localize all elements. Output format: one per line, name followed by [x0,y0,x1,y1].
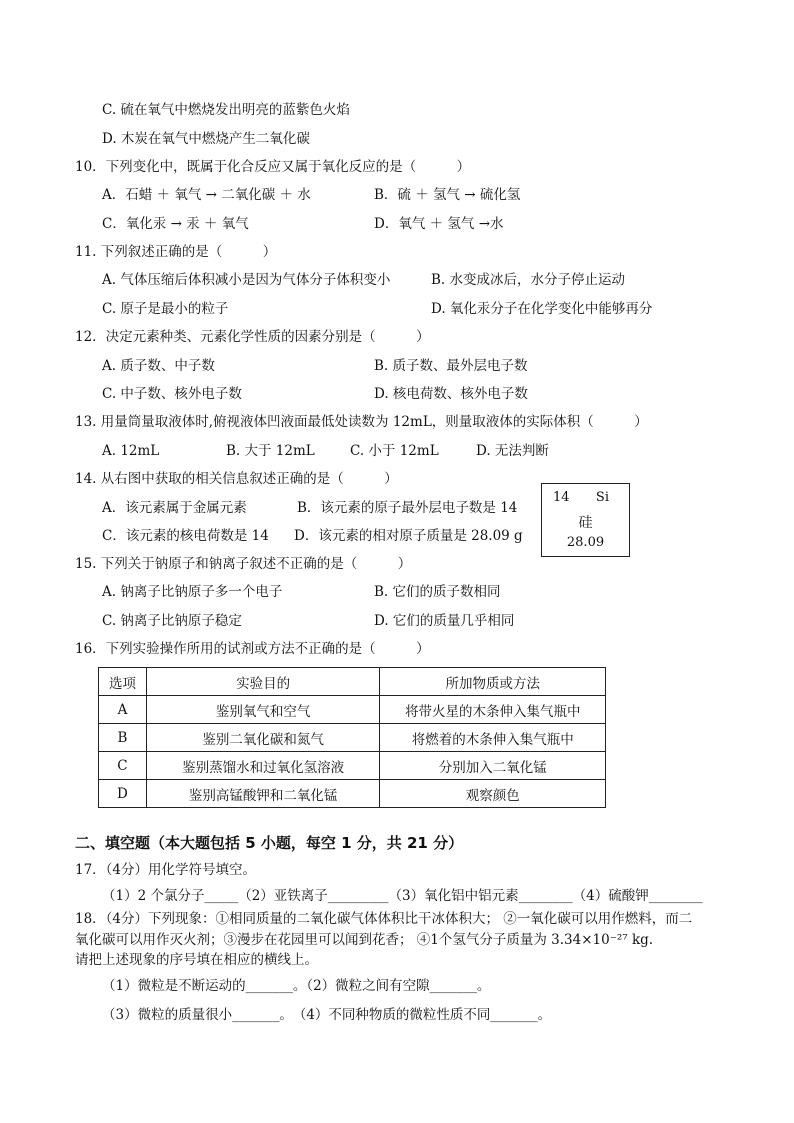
table-cell: 将带火星的木条伸入集气瓶中 [380,696,606,724]
text-line: （1）微粒是不断运动的_______。（2）微粒之间有空隙_______。 [102,978,491,994]
text-line: 15. 下列关于钠原子和钠离子叙述不正确的是（ ） [75,556,412,572]
text-line: 13. 用量筒量取液体时,俯视液体凹液面最低处读数为 12mL，则量取液体的实际体积（ ） [75,414,648,430]
text-line: D. 无法判断 [476,443,549,459]
table-cell: C [99,752,147,780]
table-header-cell: 所加物质或方法 [380,668,606,696]
table-row [99,696,606,724]
table-cell: D [99,780,147,808]
table-cell: 鉴别氧气和空气 [146,696,380,724]
table-cell: 分别加入二氧化锰 [380,752,606,780]
text-line: B. 大于 12mL [226,443,315,459]
table-row [99,752,606,780]
text-line: B. 质子数、最外层电子数 [374,358,528,374]
table-header-row [99,668,606,696]
text-line: A. 12mL [102,443,160,459]
text-line: C. 原子是最小的粒子 [102,301,229,317]
text-line: 11. 下列叙述正确的是（ ） [75,244,277,260]
atomic-number: 14 [553,490,570,505]
section-two-heading: 二、填空题（本大题包括 5 小题，每空 1 分，共 21 分） [75,834,464,852]
text-line: 14. 从右图中获取的相关信息叙述正确的是（ ） [75,471,398,487]
table-cell: 鉴别高锰酸钾和二氧化锰 [146,780,380,808]
text-line: A. 质子数、中子数 [102,358,215,374]
table-cell: 观察颜色 [380,780,606,808]
text-line: C. 钠离子比钠原子稳定 [102,613,242,629]
text-line: A. 气体压缩后体积减小是因为气体分子体积变小 [102,272,391,288]
text-line: A．该元素属于金属元素 [102,500,247,516]
text-line: C．该元素的核电荷数是 14 [102,528,269,544]
table-header-cell: 实验目的 [146,668,380,696]
text-line: D. 氧化汞分子在化学变化中能够再分 [431,301,653,317]
text-line: 12．决定元素种类、元素化学性质的因素分别是（ ） [75,329,430,345]
text-line: A．石蜡 ＋ 氧气 → 二氧化碳 ＋ 水 [102,187,311,203]
table-row [99,724,606,752]
text-line: 氧化碳可以用作灭火剂；③漫步在花园里可以闻到花香； ④1个氢气分子质量为 3.34×10⁻²⁷ kg. [75,932,654,948]
text-line: C. 中子数、核外电子数 [102,386,242,402]
text-line: B．硫 ＋ 氢气 → 硫化氢 [374,187,521,203]
text-line: B. 它们的质子数相同 [374,584,501,600]
text-line: A. 钠离子比钠原子多一个电子 [102,584,283,600]
text-line: C．氧化汞 → 汞 ＋ 氧气 [102,216,249,232]
text-line: （1）2 个氯分子_____（2）亚铁离子_________（3）氧化铝中铝元素________（4）硫酸钾________ [102,888,703,904]
table-cell: B [99,724,147,752]
element-name: 硅 [578,515,593,531]
text-line: 17．（4分）用化学符号填空。 [75,862,257,878]
element-symbol: Si [595,490,609,505]
text-line: B. 水变成冰后，水分子停止运动 [431,272,626,288]
text-line: （3）微粒的质量很小_______。 （4）不同种物质的微粒性质不同_______。 [102,1007,552,1023]
text-line: C. 硫在氧气中燃烧发出明亮的蓝紫色火焰 [102,102,350,118]
text-line: D．氧气 ＋ 氢气 →水 [374,216,504,232]
text-line: D. 木炭在氧气中燃烧产生二氧化碳 [102,131,310,147]
experiment-table [98,667,606,808]
atomic-mass: 28.09 [566,535,605,550]
text-line: 16．下列实验操作所用的试剂或方法不正确的是（ ） [75,641,430,657]
table-cell: A [99,696,147,724]
text-line: B．该元素的原子最外层电子数是 14 [297,500,518,516]
text-line: C. 小于 12mL [350,443,439,459]
text-line: D. 核电荷数、核外电子数 [374,386,528,402]
text-line: D．该元素的相对原子质量是 28.09 g [294,528,523,544]
table-header-cell: 选项 [99,668,147,696]
text-line: 请把上述现象的序号填在相应的横线上。 [75,952,318,968]
element-info-box [541,483,630,557]
text-line: 18．（4分）下列现象：①相同质量的二氧化碳气体体积比干冰体积大； ②一氧化碳可以用作燃料，而二 [75,911,693,927]
table-cell: 鉴别蒸馏水和过氧化氢溶液 [146,752,380,780]
table-cell: 将燃着的木条伸入集气瓶中 [380,724,606,752]
table-cell: 鉴别二氧化碳和氮气 [146,724,380,752]
text-line: 10．下列变化中，既属于化合反应又属于氧化反应的是（ ） [75,159,471,175]
table-row [99,780,606,808]
text-line: D. 它们的质量几乎相同 [374,613,515,629]
